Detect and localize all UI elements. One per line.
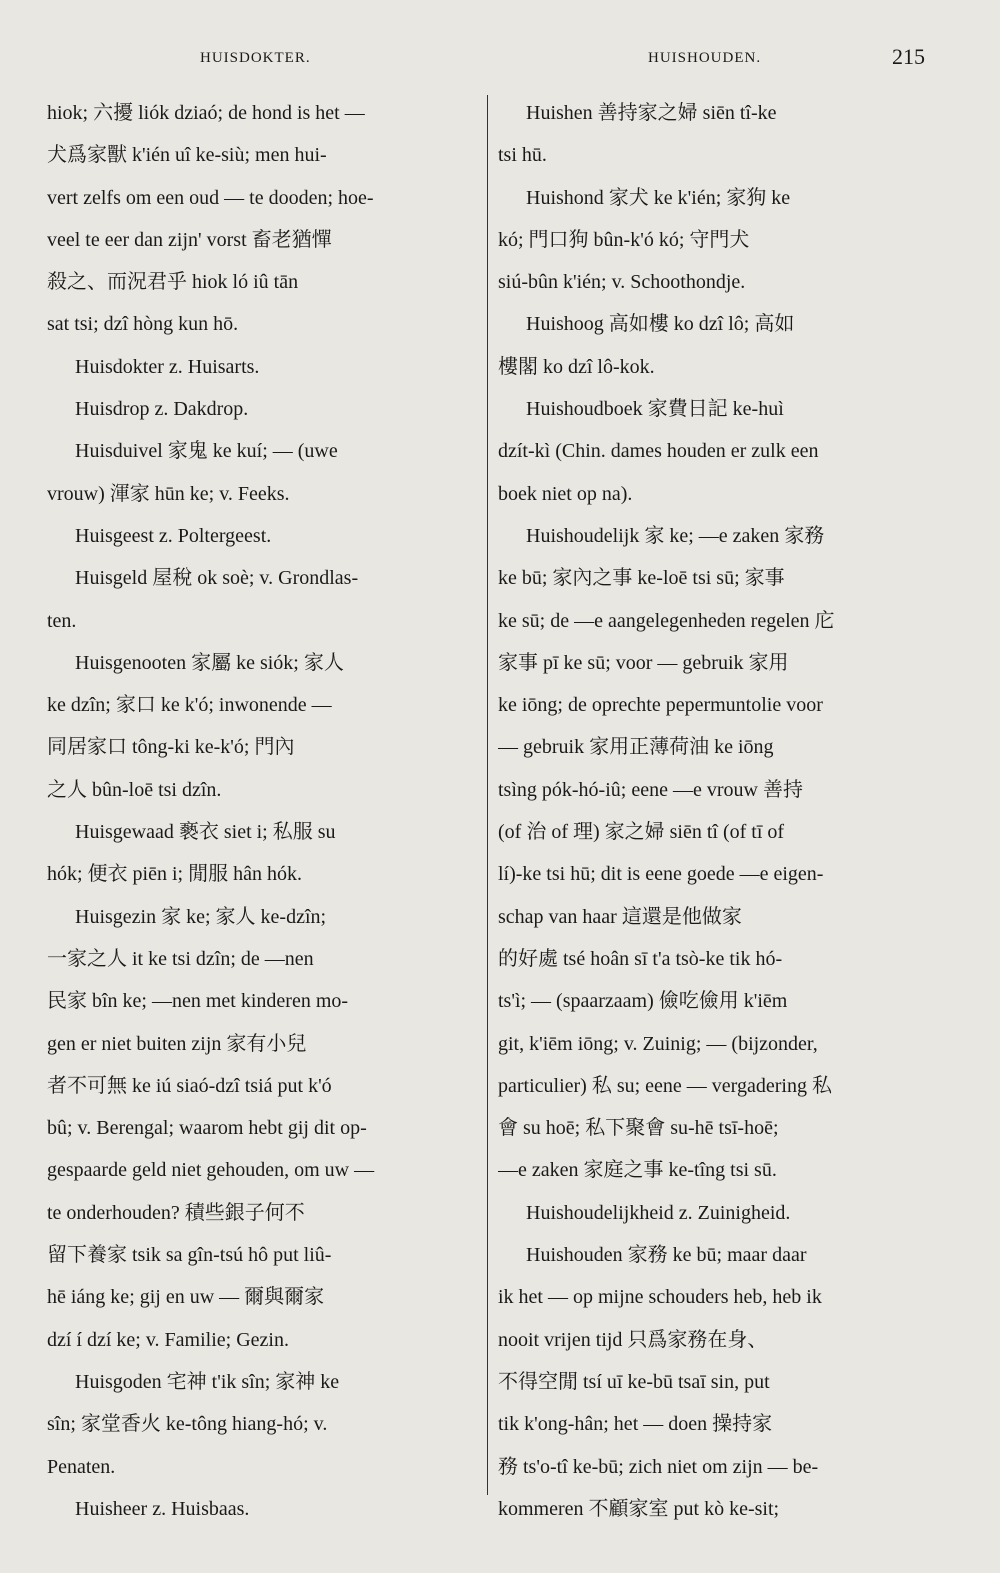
page-number: 215	[892, 44, 925, 69]
text-line: 者不可無 ke iú siaó-dzî tsiá put k'ó	[47, 1074, 332, 1097]
text-line: 之人 bûn-loē tsi dzîn.	[47, 778, 222, 801]
text-line: ts'ì; — (spaarzaam) 儉吃儉用 k'iēm	[498, 990, 788, 1013]
text-line: sîn; 家堂香火 ke-tông hiang-hó; v.	[47, 1413, 328, 1436]
text-line: Huisdokter z. Huisarts.	[75, 355, 260, 378]
text-line: Huisgeest z. Poltergeest.	[75, 524, 272, 547]
text-line: bû; v. Berengal; waarom hebt gij dit op-	[47, 1117, 367, 1140]
text-line: lí)-ke tsi hū; dit is eene goede —e eigen-	[498, 863, 824, 886]
text-line: ke sū; de —e aangelegenheden regelen 庀	[498, 609, 835, 632]
text-line: git, k'iēm iōng; v. Zuinig; — (bijzonder,	[498, 1032, 818, 1055]
text-line: hók; 便衣 piēn i; 閒服 hân hók.	[47, 863, 302, 886]
text-line: particulier) 私 su; eene — vergadering 私	[498, 1074, 832, 1097]
column-divider	[487, 95, 488, 1495]
text-line: Huishoudboek 家費日記 ke-huì	[526, 398, 784, 421]
text-line: dzí í dzí ke; v. Familie; Gezin.	[47, 1328, 289, 1351]
text-line: hiok; 六擾 liók dziaó; de hond is het —	[47, 102, 365, 124]
text-line: Huisgeld 屋稅 ok soè; v. Grondlas-	[75, 567, 359, 590]
text-line: vert zelfs om een oud — te dooden; hoe-	[47, 186, 374, 209]
running-header-right: HUISHOUDEN.	[648, 50, 762, 66]
text-line: ik het — op mijne schouders heb, heb ik	[498, 1286, 822, 1309]
text-line: dzít-kì (Chin. dames houden er zulk een	[498, 440, 819, 463]
text-line: 的好處 tsé hoân sī t'a tsò-ke tik hó-	[498, 947, 783, 970]
text-line: ke dzîn; 家口 ke k'ó; inwonende —	[47, 694, 332, 717]
text-line: hē iáng ke; gij en uw — 爾與爾家	[47, 1286, 325, 1309]
right-column	[498, 92, 922, 1530]
text-line: schap van haar 這還是他做家	[498, 905, 742, 928]
text-line: gen er niet buiten zijn 家有小兒	[47, 1032, 307, 1055]
text-line: nooit vrijen tijd 只爲家務在身、	[498, 1328, 768, 1351]
text-line: Huisdrop z. Dakdrop.	[75, 398, 249, 421]
text-line: 一家之人 it ke tsi dzîn; de —nen	[47, 947, 314, 970]
text-line: vrouw) 渾家 hūn ke; v. Feeks.	[47, 482, 290, 505]
text-line: tsìng pók-hó-iû; eene —e vrouw 善持	[498, 778, 803, 801]
text-line: Huishoudelijkheid z. Zuinigheid.	[526, 1201, 791, 1224]
text-line: 留下養家 tsik sa gîn-tsú hô put liû-	[47, 1244, 332, 1267]
text-line: Huisgewaad 褻衣 siet i; 私服 su	[75, 821, 336, 844]
text-line: Huishen 善持家之婦 siēn tî-ke	[526, 102, 777, 124]
text-line: 民家 bîn ke; —nen met kinderen mo-	[47, 990, 349, 1013]
text-line: 家事 pī ke sū; voor — gebruik 家用	[498, 651, 789, 674]
text-line: 務 ts'o-tî ke-bū; zich niet om zijn — be-	[498, 1455, 819, 1478]
text-line: kó; 門口狗 bûn-k'ó kó; 守門犬	[498, 228, 750, 251]
left-column	[47, 92, 475, 1530]
text-line: ten.	[47, 609, 77, 632]
text-line: te onderhouden? 積些銀子何不	[47, 1201, 305, 1224]
text-line: (of 治 of 理) 家之婦 siēn tî (of tī of	[498, 821, 785, 844]
text-line: 會 su hoē; 私下聚會 su-hē tsī-hoē;	[498, 1117, 779, 1140]
text-line: —e zaken 家庭之事 ke-tîng tsi sū.	[498, 1159, 777, 1182]
text-line: gespaarde geld niet gehouden, om uw —	[47, 1159, 375, 1182]
text-line: 同居家口 tông-ki ke-k'ó; 門內	[47, 736, 295, 759]
text-line: tik k'ong-hân; het — doen 操持家	[498, 1413, 773, 1436]
text-line: tsi hū.	[498, 144, 547, 167]
text-line: Huishouden 家務 ke bū; maar daar	[526, 1244, 807, 1267]
text-line: Huishoudelijk 家 ke; —e zaken 家務	[526, 524, 825, 547]
text-line: Huishoog 高如樓 ko dzî lô; 高如	[526, 313, 795, 336]
text-line: 樓閣 ko dzî lô-kok.	[498, 355, 655, 378]
text-line: siú-bûn k'ién; v. Schoothondje.	[498, 271, 746, 294]
text-line: 殺之、而況君乎 hiok ló iû tān	[47, 271, 299, 294]
text-line: Penaten.	[47, 1455, 116, 1478]
text-line: sat tsi; dzî hòng kun hō.	[47, 313, 239, 336]
text-line: Huisgenooten 家屬 ke siók; 家人	[75, 651, 344, 674]
text-line: Huishond 家犬 ke k'ién; 家狗 ke	[526, 186, 791, 209]
text-line: Huisheer z. Huisbaas.	[75, 1497, 250, 1520]
text-line: kommeren 不顧家室 put kò ke-sit;	[498, 1497, 780, 1520]
text-line: ke iōng; de oprechte pepermuntolie voor	[498, 694, 823, 717]
text-line: 犬爲家獸 k'ién uî ke-siù; men hui-	[47, 144, 327, 167]
text-line: boek niet op na).	[498, 482, 633, 505]
text-line: 不得空閒 tsí uī ke-bū tsaī sin, put	[498, 1370, 770, 1393]
text-line: Huisgezin 家 ke; 家人 ke-dzîn;	[75, 905, 327, 928]
running-header-left: HUISDOKTER.	[200, 50, 311, 66]
text-line: Huisgoden 宅神 t'ik sîn; 家神 ke	[75, 1370, 340, 1393]
text-line: ke bū; 家內之事 ke-loē tsi sū; 家事	[498, 567, 785, 590]
text-line: Huisduivel 家鬼 ke kuí; — (uwe	[75, 440, 338, 463]
text-line: veel te eer dan zijn' vorst 畜老猶憚	[47, 228, 332, 251]
text-line: — gebruik 家用正薄荷油 ke iōng	[498, 736, 774, 759]
